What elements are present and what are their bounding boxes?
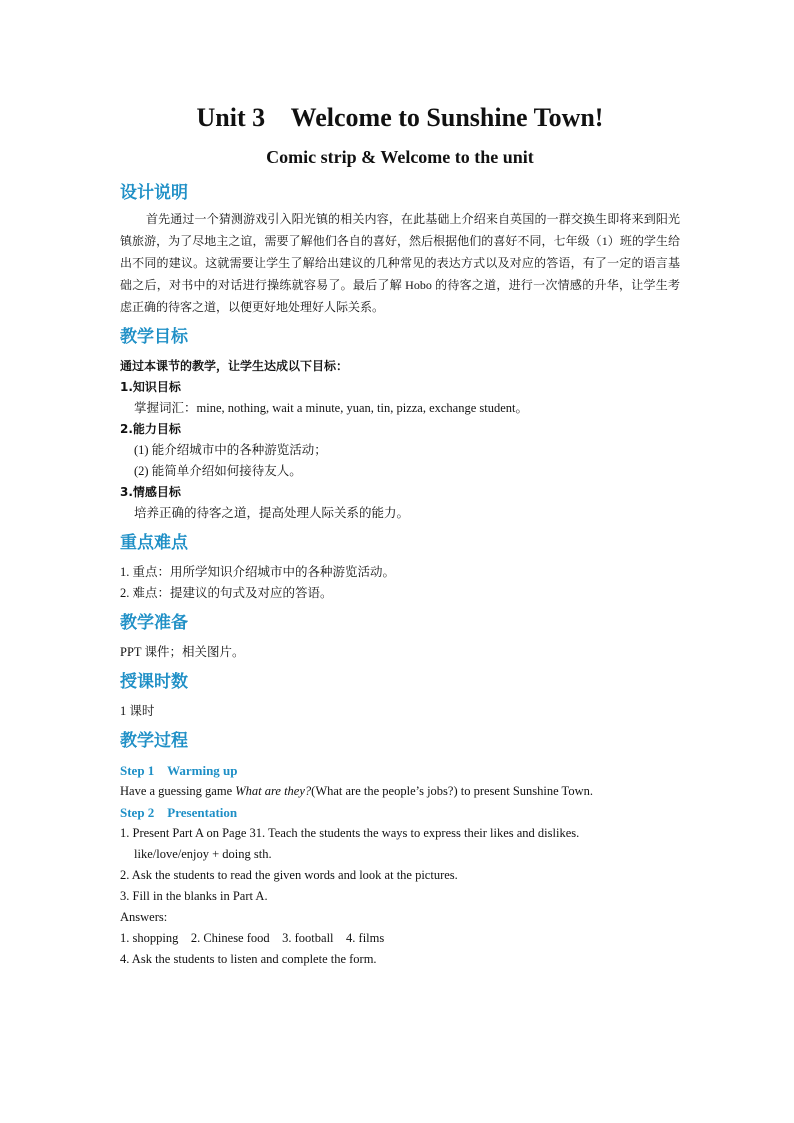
step-1-italic: What are they?: [235, 784, 312, 798]
page-title: Unit 3 Welcome to Sunshine Town!: [196, 103, 604, 132]
emotion-goal-text: 培养正确的待客之道，提高处理人际关系的能力。: [134, 506, 410, 520]
section-heading-hours: 授课时数: [120, 672, 188, 692]
page-subtitle: Comic strip & Welcome to the unit: [266, 147, 534, 167]
key-point-1: 1. 重点：用所学知识介绍城市中的各种游览活动。: [120, 565, 396, 579]
knowledge-goal-title: 1.知识目标: [120, 380, 181, 394]
step-2-item-1: 1. Present Part A on Page 31. Teach the students the ways to express their likes and dislikes.: [120, 826, 580, 840]
section-heading-prep: 教学准备: [120, 613, 188, 633]
answers-list: 1. shopping 2. Chinese food 3. football 4. films: [120, 931, 385, 945]
step-1-text: [120, 781, 680, 802]
key-point-2: 2. 难点：提建议的句式及对应的答语。: [120, 586, 333, 600]
step-1-prefix: Have a guessing game: [120, 784, 236, 798]
answers-label: Answers:: [120, 910, 168, 924]
section-heading-key-points: 重点难点: [120, 533, 188, 553]
prep-text: PPT 课件；相关图片。: [120, 645, 245, 659]
document-content: [120, 100, 680, 970]
step-2-title: Step 2 Presentation: [120, 805, 238, 820]
ability-goal-1: (1) 能介绍城市中的各种游览活动；: [134, 443, 327, 457]
section-heading-process: 教学过程: [120, 731, 188, 751]
emotion-goal-title: 3.情感目标: [120, 485, 181, 499]
step-2-item-4: 4. Ask the students to listen and complete the form.: [120, 952, 377, 966]
step-2-item-3: 3. Fill in the blanks in Part A.: [120, 889, 268, 903]
section-heading-goals: 教学目标: [120, 327, 188, 347]
step-1-suffix: (What are the people’s jobs?) to present Sunshine Town.: [311, 784, 593, 798]
step-2-item-2: 2. Ask the students to read the given words and look at the pictures.: [120, 868, 458, 882]
design-paragraph: 首先通过一个猜测游戏引入阳光镇的相关内容，在此基础上介绍来自英国的一群交换生即将来到阳光镇旅游，为了尽地主之谊，需要了解他们各自的喜好，然后根据他们的喜好不同，七年级（1）班的学生给出不同的建议。这就需要让学生了解给出建议的几种常见的表达方式以及对应的答语，有了一定的语言基础之后，对书中的对话进行操练就容易了。最后了解 Hobo 的待客之道，进行一次情感的升华，让学生考虑正确的待客之道，以便更好地处理好人际关系。: [120, 212, 680, 314]
ability-goal-2: (2) 能简单介绍如何接待友人。: [134, 464, 302, 478]
goals-intro: 通过本课节的教学，让学生达成以下目标：: [120, 359, 349, 373]
step-2-item-1b: like/love/enjoy + doing sth.: [134, 847, 272, 861]
hours-text: 1 课时: [120, 704, 155, 718]
ability-goal-title: 2.能力目标: [120, 422, 181, 436]
knowledge-goal-text: 掌握词汇：mine, nothing, wait a minute, yuan, tin, pizza, exchange student。: [134, 401, 529, 415]
step-1-title: Step 1 Warming up: [120, 763, 238, 778]
section-heading-design: 设计说明: [120, 183, 188, 203]
